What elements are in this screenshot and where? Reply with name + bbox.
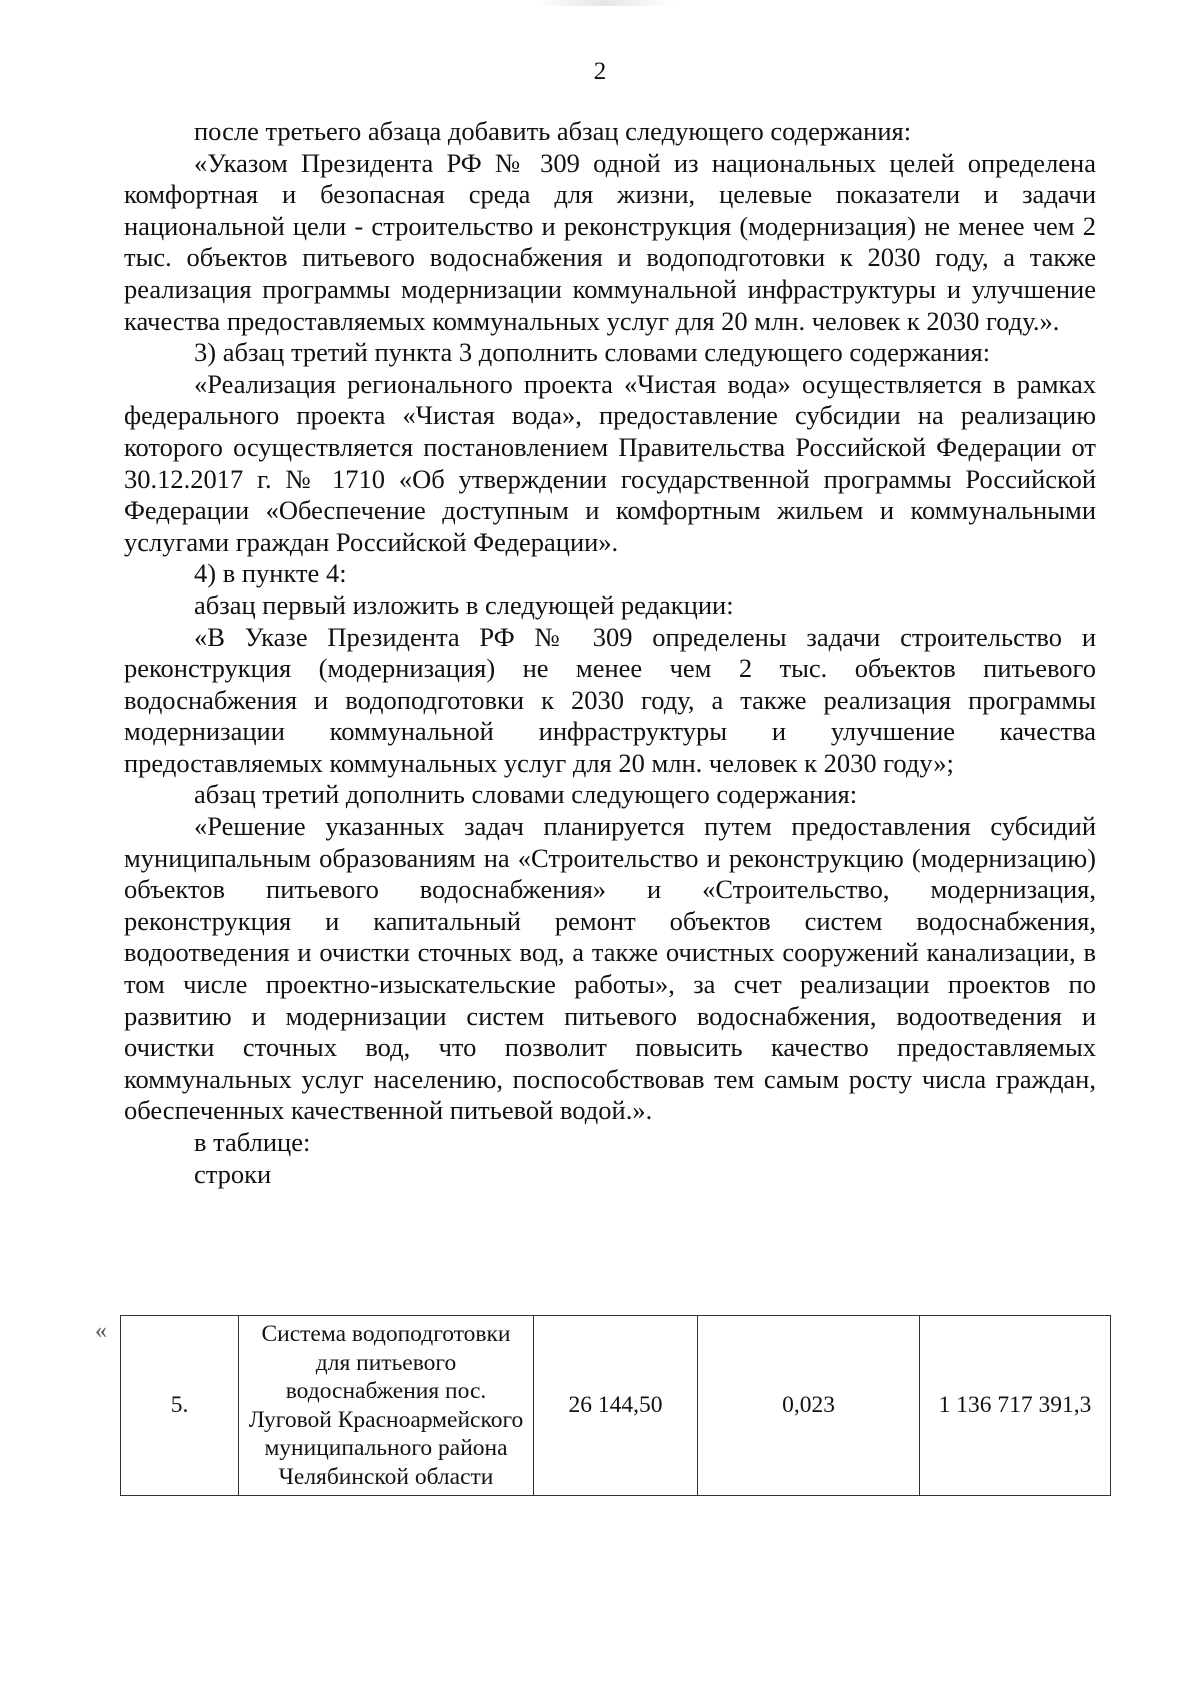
page-number: 2 <box>593 58 607 85</box>
table-row <box>121 1316 1111 1496</box>
cell-value-3: 1 136 717 391,3 <box>920 1316 1111 1496</box>
cell-value-2: 0,023 <box>698 1316 920 1496</box>
paragraph-6: абзац первый изложить в следующей редакции: <box>194 589 734 620</box>
paragraph-2: «Указом Президента РФ № 309 одной из национальных целей определена комфортная и безопасная среда для жизни, целевые показатели и задачи национальной цели - строительство и реконструкция (модернизация) не менее чем 2 тыс. объектов питьевого водоснабжения и водоподготовки к 2030 году, а также реализация программы модернизации коммунальной инфраструктуры и улучшение качества предоставляемых коммунальных услуг для 20 млн. человек к 2030 году.». <box>124 147 1096 336</box>
cell-value-1: 26 144,50 <box>534 1316 698 1496</box>
paragraph-4: «Реализация регионального проекта «Чистая вода» осуществляется в рамках федерального проекта «Чистая вода», предоставление субсидии на реализацию которого осуществляется постановлением Правительства Российской Федерации от 30.12.2017 г. № 1710 «Об утверждении государственной программы Российской Федерации «Обеспечение доступным и комфортным жильем и коммунальными услугами граждан Российской Федерации». <box>124 368 1096 557</box>
document-body <box>124 116 1096 1190</box>
paragraph-10: в таблице: <box>194 1127 311 1157</box>
paragraph-11: строки <box>194 1158 272 1189</box>
paragraph-3: 3) абзац третий пункта 3 дополнить словами следующего содержания: <box>194 337 991 368</box>
scan-artifact <box>535 0 675 6</box>
paragraph-7: «В Указе Президента РФ № 309 определены задачи строительство и реконструкция (модернизация) не менее чем 2 тыс. объектов питьевого водоснабжения и водоподготовки к 2030 году, а также реализация программы модернизации коммунальной инфраструктуры и улучшение качества предоставляемых коммунальных услуг для 20 млн. человек к 2030 году»; <box>124 621 1096 778</box>
table-container <box>120 1315 1110 1496</box>
table-open-quote: « <box>95 1318 107 1344</box>
paragraph-9: «Решение указанных задач планируется путем предоставления субсидий муниципальным образованиям на «Строительство и реконструкцию (модернизацию) объектов питьевого водоснабжения» и «Строительство, модернизация, реконструкция и капитальный ремонт объектов систем водоснабжения, водоотведения и очистки сточных вод, а также очистных сооружений канализации, в том числе проектно-изыскательские работы», за счет реализации проектов по развитию и модернизации систем питьевого водоснабжения, водоотведения и очистки сточных вод, что позволит повысить качество предоставляемых коммунальных услуг населению, поспособствовав тем самым росту числа граждан, обеспеченных качественной питьевой водой.». <box>124 811 1096 1126</box>
paragraph-5: 4) в пункте 4: <box>194 558 347 589</box>
amendment-table <box>120 1315 1111 1496</box>
paragraph-8: абзац третий дополнить словами следующего содержания: <box>194 779 858 810</box>
cell-number: 5. <box>121 1316 239 1496</box>
cell-object-name: Система водоподготовки для питьевого водоснабжения пос. Луговой Красноармейского муниципального района Челябинской области <box>239 1316 534 1496</box>
paragraph-1: после третьего абзаца добавить абзац следующего содержания: <box>194 116 912 146</box>
